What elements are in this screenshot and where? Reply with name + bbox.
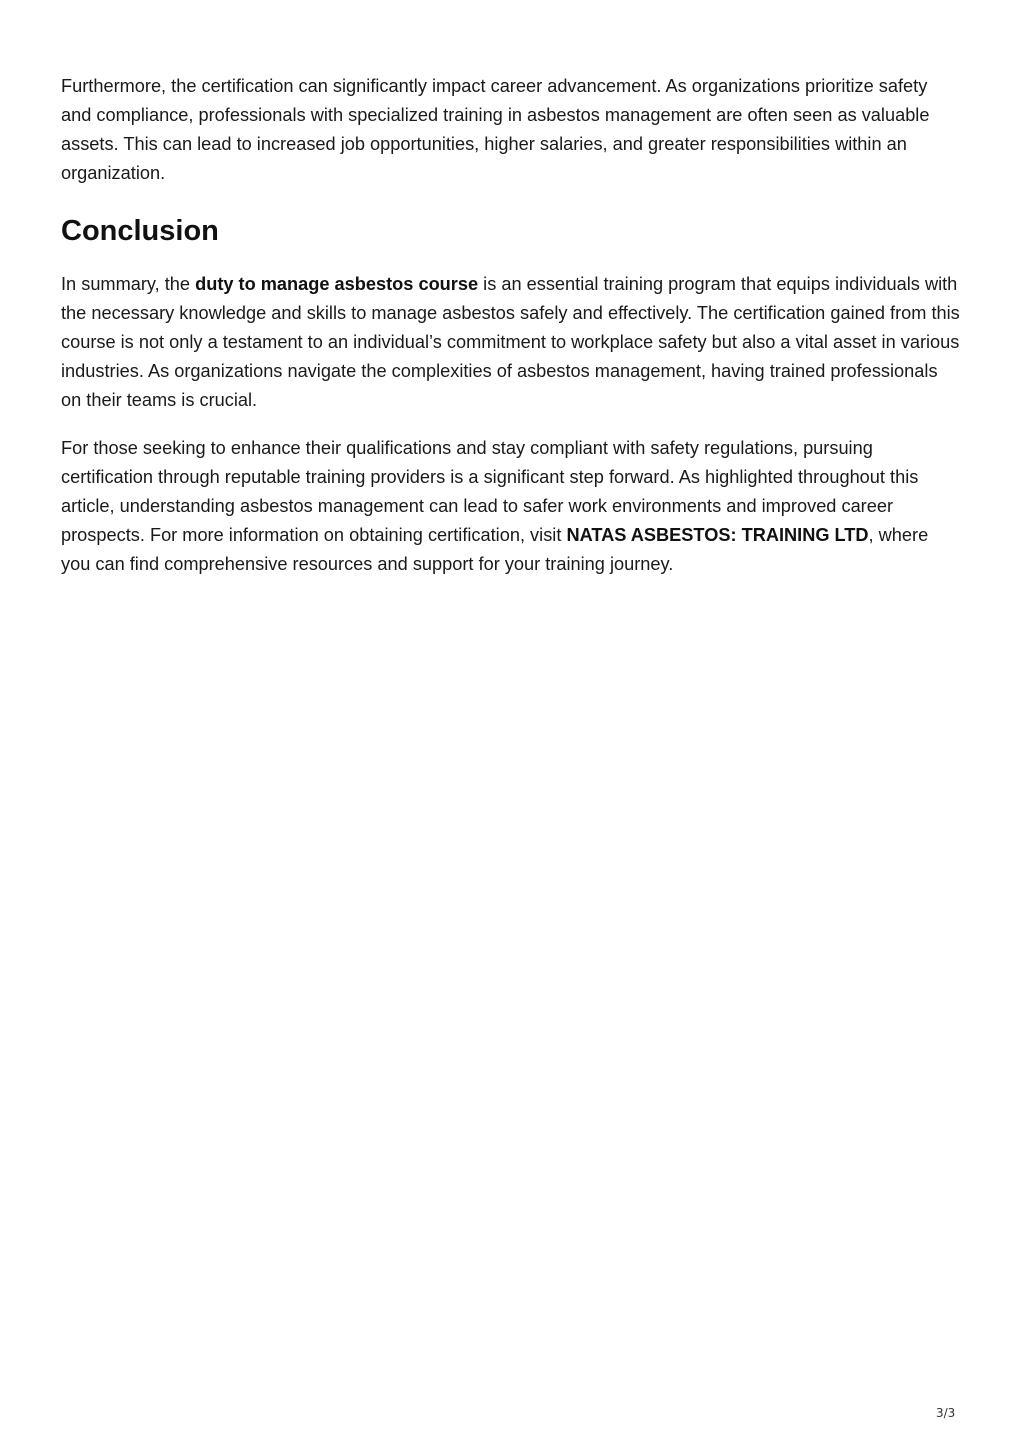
paragraph-text-start: For those seeking to enhance their qualifications and stay compliant with safety regulations, pursuing certification through reputable training providers is a significant step forward. As highlighted throughout this article, understanding asbestos management can lead to safer work environments and improved career prospects. For more information on obtaining certification, visit (61, 438, 919, 545)
career-advancement-paragraph (61, 72, 961, 188)
paragraph-text-end: is an essential training program that equips individuals with the necessary knowledge and skills to manage asbestos safely and effectively. The certification gained from this course is not only a testament to an individual’s commitment to workplace safety but also a vital asset in various industries. As organizations navigate the complexities of asbestos management, having trained professionals on their teams is crucial. (61, 274, 960, 410)
paragraph-text-end: , where you can find comprehensive resources and support for your training journey. (61, 525, 929, 574)
summary-paragraph (61, 270, 961, 415)
qualifications-paragraph (61, 434, 961, 579)
paragraph-text: Furthermore, the certification can significantly impact career advancement. As organizations prioritize safety and compliance, professionals with specialized training in asbestos management are often seen as valuable assets. This can lead to increased job opportunities, higher salaries, and greater responsibilities within an organization. (61, 76, 930, 183)
paragraph-text-start: In summary, the (61, 274, 196, 294)
page-number: 3/3 (936, 1406, 956, 1420)
document-body (61, 72, 961, 579)
provider-name-emphasis: NATAS ASBESTOS: TRAINING LTD (566, 525, 869, 545)
course-name-emphasis: duty to manage asbestos course (195, 274, 479, 294)
conclusion-heading: Conclusion (61, 215, 219, 247)
